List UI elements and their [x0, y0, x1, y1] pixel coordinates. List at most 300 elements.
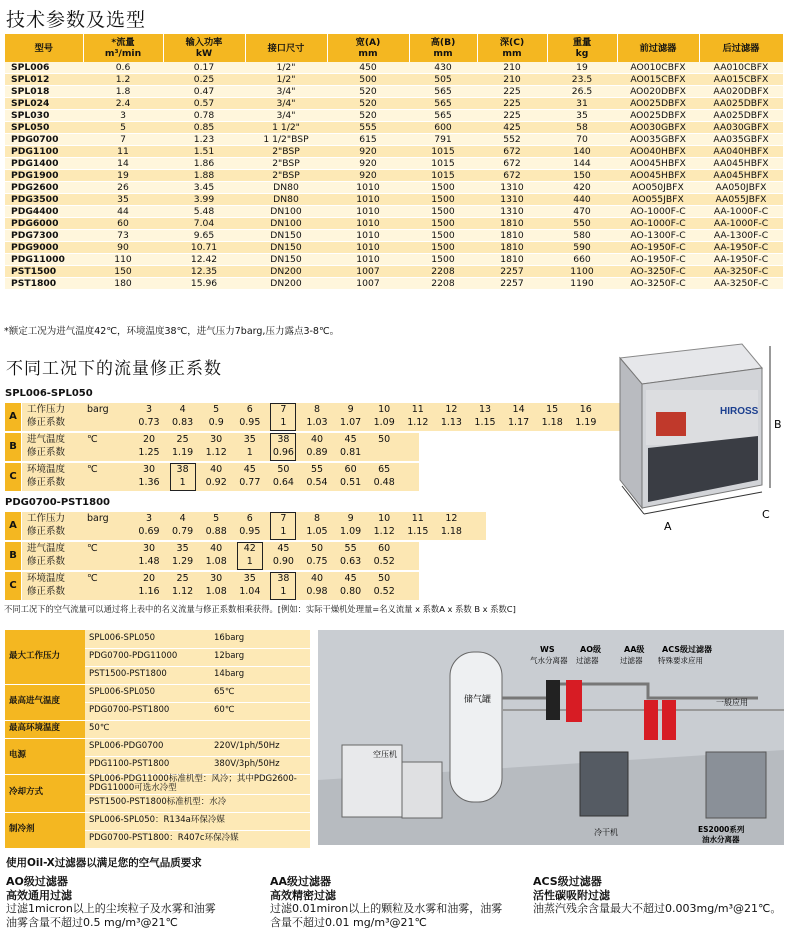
- condition-value: 60: [378, 543, 391, 554]
- condition-value: 7: [280, 404, 287, 415]
- condition-value: 3: [145, 513, 153, 524]
- correction-row-a: [5, 512, 600, 540]
- param-value: 14barg: [210, 666, 310, 684]
- factor-unit: barg: [87, 513, 109, 524]
- factor-tag: A: [5, 512, 21, 540]
- spec-cell: 590: [547, 242, 617, 254]
- dim-c: C: [762, 508, 770, 521]
- spec-cell: 920: [327, 146, 409, 158]
- model-cell: PDG9000: [5, 242, 83, 254]
- spec-cell: 1.86: [163, 158, 245, 170]
- model-cell: SPL006: [5, 62, 83, 74]
- spec-cell: 1007: [327, 278, 409, 290]
- spec-row: [5, 242, 783, 254]
- param-scope: PST1500-PST1800: [85, 666, 210, 684]
- spec-cell: AA-1000F-C: [699, 218, 783, 230]
- factor-value: 0.69: [138, 526, 160, 537]
- spec-row: [5, 74, 783, 86]
- spec-row: [5, 122, 783, 134]
- compressor-label: 空压机: [373, 750, 397, 759]
- spec-cell: AA025DBFX: [699, 98, 783, 110]
- control-panel: [656, 412, 686, 436]
- spec-cell: 0.57: [163, 98, 245, 110]
- filter-description: [270, 875, 502, 929]
- param-row: [5, 720, 310, 738]
- spec-cell: AA025DBFX: [699, 110, 783, 122]
- spec-row: [5, 206, 783, 218]
- condition-value: 40: [210, 543, 223, 554]
- spec-cell: AA050JBFX: [699, 182, 783, 194]
- filter-l1: 过滤0.01miron以上的颗粒及水雾和油雾，油雾: [270, 902, 503, 915]
- factor-unit: ℃: [87, 464, 98, 475]
- correction-row-b: [5, 542, 600, 570]
- factor-value: 0.80: [340, 586, 362, 597]
- factor-value: 1.08: [205, 556, 227, 567]
- spec-cell: 520: [327, 98, 409, 110]
- aa-filter: [644, 700, 658, 740]
- factor-value: 1.15: [407, 526, 429, 537]
- spec-cell: 19: [83, 170, 163, 182]
- spec-cell: 35: [83, 194, 163, 206]
- factor-label: 进气温度: [27, 543, 66, 554]
- spec-cell: AA-3250F-C: [699, 266, 783, 278]
- factor-label: 修正系数: [27, 447, 66, 458]
- factor-value: 0.77: [239, 477, 261, 488]
- correction-row-c: [5, 572, 600, 600]
- spec-cell: 0.25: [163, 74, 245, 86]
- factor-value: 1.12: [205, 447, 227, 458]
- condition-value: 12: [445, 404, 458, 415]
- condition-value: 38: [176, 464, 189, 475]
- spec-cell: AO-1950F-C: [617, 254, 699, 266]
- spec-header-8: 前过滤器: [617, 34, 699, 62]
- spec-cell: 0.6: [83, 62, 163, 74]
- spec-cell: DN200: [245, 278, 327, 290]
- spec-cell: AO-3250F-C: [617, 266, 699, 278]
- spec-row: [5, 110, 783, 122]
- condition-value: 6: [246, 513, 253, 524]
- spec-cell: 225: [477, 98, 547, 110]
- condition-value: 38: [277, 573, 290, 584]
- spec-cell: 520: [327, 110, 409, 122]
- spec-cell: AO010CBFX: [617, 62, 699, 74]
- spec-row: [5, 278, 783, 290]
- spec-cell: 1.51: [163, 146, 245, 158]
- svg-text:特殊要求应用: 特殊要求应用: [658, 656, 703, 665]
- param-scope: 50℃: [85, 720, 310, 738]
- spec-cell: 3: [83, 110, 163, 122]
- factor-value: 1.12: [373, 526, 395, 537]
- model-cell: PDG1900: [5, 170, 83, 182]
- param-scope: SPL006-SPL050：R134a环保冷媒: [85, 812, 310, 830]
- spec-cell: 150: [83, 266, 163, 278]
- spec-cell: 1/2": [245, 74, 327, 86]
- page-title: 技术参数及选型: [6, 9, 147, 31]
- param-key: 电源: [5, 738, 85, 774]
- factor-label: 修正系数: [27, 477, 66, 488]
- spec-cell: 1810: [477, 254, 547, 266]
- condition-value: 25: [176, 573, 189, 584]
- factor-tag: B: [5, 433, 21, 461]
- spec-cell: 580: [547, 230, 617, 242]
- param-scope: SPL006-SPL050: [85, 630, 210, 648]
- factor-label: 修正系数: [27, 526, 66, 537]
- svg-text:AO级: AO级: [580, 645, 601, 654]
- spec-cell: AO-1000F-C: [617, 206, 699, 218]
- group1-title: SPL006-SPL050: [5, 388, 93, 399]
- spec-cell: 1 1/2"BSP: [245, 134, 327, 146]
- spec-cell: 0.78: [163, 110, 245, 122]
- spec-cell: 140: [547, 146, 617, 158]
- model-cell: PDG3500: [5, 194, 83, 206]
- rated-value-box: [270, 403, 296, 431]
- spec-cell: 552: [477, 134, 547, 146]
- spec-cell: AA030GBFX: [699, 122, 783, 134]
- factor-value: 1.18: [440, 526, 462, 537]
- correction-row-c: [5, 463, 600, 491]
- spec-cell: AO025DBFX: [617, 110, 699, 122]
- factor-value: 1.18: [541, 417, 563, 428]
- spec-row: [5, 134, 783, 146]
- spec-cell: DN80: [245, 182, 327, 194]
- param-key: 最大工作压力: [5, 630, 85, 684]
- spec-cell: 0.17: [163, 62, 245, 74]
- factor-unit: barg: [87, 404, 109, 415]
- factor-value: 0.52: [373, 556, 395, 567]
- spec-cell: 672: [477, 170, 547, 182]
- spec-cell: AA055JBFX: [699, 194, 783, 206]
- spec-cell: 1500: [409, 230, 477, 242]
- model-cell: PST1500: [5, 266, 83, 278]
- svg-text:油水分离器: 油水分离器: [702, 835, 740, 844]
- param-key: 最高进气温度: [5, 684, 85, 720]
- svg-text:AA级: AA级: [624, 645, 645, 654]
- spec-cell: 2208: [409, 266, 477, 278]
- param-row: [5, 738, 310, 756]
- rated-value-box: [237, 542, 263, 570]
- condition-value: 20: [142, 434, 156, 445]
- spec-cell: AO030GBFX: [617, 122, 699, 134]
- model-cell: PDG2600: [5, 182, 83, 194]
- factor-label: 修正系数: [27, 556, 66, 567]
- param-scope: PDG0700-PST1800: [85, 702, 210, 720]
- spec-cell: AO015CBFX: [617, 74, 699, 86]
- spec-row: [5, 146, 783, 158]
- spec-cell: 225: [477, 86, 547, 98]
- condition-value: 40: [210, 464, 223, 475]
- model-cell: PDG4400: [5, 206, 83, 218]
- factor-value: 1: [280, 586, 287, 597]
- param-key: 冷却方式: [5, 774, 85, 812]
- condition-value: 30: [142, 464, 156, 475]
- param-row: [5, 684, 310, 702]
- spec-header-4: 宽(A) mm: [327, 34, 409, 62]
- spec-cell: 1010: [327, 242, 409, 254]
- spec-row: [5, 230, 783, 242]
- spec-cell: 1500: [409, 206, 477, 218]
- spec-header-7: 重量 kg: [547, 34, 617, 62]
- acs-filter: [662, 700, 676, 740]
- spec-cell: 1007: [327, 266, 409, 278]
- spec-cell: 450: [327, 62, 409, 74]
- spec-cell: DN200: [245, 266, 327, 278]
- spec-cell: 672: [477, 146, 547, 158]
- condition-value: 11: [411, 513, 424, 524]
- factor-value: 1.17: [508, 417, 530, 428]
- condition-value: 45: [277, 543, 290, 554]
- correction-title: 不同工况下的流量修正系数: [6, 359, 222, 379]
- spec-cell: 35: [547, 110, 617, 122]
- condition-value: 45: [243, 464, 256, 475]
- spec-cell: AA-1000F-C: [699, 206, 783, 218]
- spec-cell: 615: [327, 134, 409, 146]
- spec-cell: 58: [547, 122, 617, 134]
- spec-cell: 11: [83, 146, 163, 158]
- spec-cell: AA-1950F-C: [699, 242, 783, 254]
- spec-cell: 3.45: [163, 182, 245, 194]
- spec-row: [5, 86, 783, 98]
- spec-header-3: 接口尺寸: [245, 34, 327, 62]
- spec-cell: 1.23: [163, 134, 245, 146]
- factor-value: 1.12: [407, 417, 429, 428]
- spec-cell: 44: [83, 206, 163, 218]
- condition-value: 40: [310, 573, 324, 584]
- spec-cell: 26.5: [547, 86, 617, 98]
- spec-cell: 0.47: [163, 86, 245, 98]
- spec-cell: 7.04: [163, 218, 245, 230]
- condition-value: 35: [243, 573, 256, 584]
- spec-cell: 1310: [477, 194, 547, 206]
- spec-cell: 3/4": [245, 98, 327, 110]
- spec-cell: 14: [83, 158, 163, 170]
- filter-name: AO级过滤器: [6, 875, 68, 888]
- factor-value: 0.95: [239, 526, 261, 537]
- filter-l2: 油雾含量不超过0.5 mg/m³@21℃: [6, 915, 178, 929]
- factor-unit: ℃: [87, 434, 98, 445]
- spec-cell: 425: [477, 122, 547, 134]
- filter-l1: 过滤1micron以上的尘埃粒子及水雾和油雾: [6, 902, 216, 915]
- quality-title: 使用Oil-X过滤器以满足您的空气品质要求: [6, 857, 202, 869]
- spec-cell: DN100: [245, 206, 327, 218]
- correction-row-b: [5, 433, 600, 461]
- spec-cell: 9.65: [163, 230, 245, 242]
- spec-cell: 1010: [327, 254, 409, 266]
- spec-cell: 430: [409, 62, 477, 74]
- factor-value: 0.83: [172, 417, 194, 428]
- spec-cell: 210: [477, 62, 547, 74]
- condition-value: 30: [210, 573, 223, 584]
- factor-value: 0.95: [239, 417, 261, 428]
- rated-value-box: [270, 512, 296, 540]
- factor-unit: ℃: [87, 573, 98, 584]
- factor-label: 工作压力: [27, 513, 66, 524]
- param-value: 16barg: [210, 630, 310, 648]
- spec-cell: 1500: [409, 182, 477, 194]
- param-value: 12barg: [210, 648, 310, 666]
- spec-cell: AO-3250F-C: [617, 278, 699, 290]
- spec-cell: 791: [409, 134, 477, 146]
- factor-label: 工作压力: [27, 404, 66, 415]
- factor-tag: C: [5, 572, 21, 600]
- param-value: 60℃: [210, 702, 310, 720]
- model-cell: PDG7300: [5, 230, 83, 242]
- model-cell: SPL024: [5, 98, 83, 110]
- factor-value: 1.19: [172, 447, 194, 458]
- condition-value: 50: [310, 543, 324, 554]
- filter-name: ACS级过滤器: [533, 875, 602, 888]
- spec-cell: 1015: [409, 146, 477, 158]
- spec-cell: 555: [327, 122, 409, 134]
- spec-cell: 2.4: [83, 98, 163, 110]
- factor-value: 1.15: [474, 417, 496, 428]
- factor-value: 0.52: [373, 586, 395, 597]
- spec-cell: 660: [547, 254, 617, 266]
- spec-cell: 500: [327, 74, 409, 86]
- ao-filter: [566, 680, 582, 722]
- factor-value: 1.13: [440, 417, 462, 428]
- spec-cell: 90: [83, 242, 163, 254]
- spec-cell: 3/4": [245, 110, 327, 122]
- condition-value: 65: [378, 464, 391, 475]
- filter-description: [6, 875, 216, 929]
- factor-value: 0.9: [208, 417, 224, 428]
- spec-cell: 2208: [409, 278, 477, 290]
- spec-row: [5, 194, 783, 206]
- condition-value: 50: [378, 434, 391, 445]
- condition-value: 7: [280, 513, 287, 524]
- condition-value: 5: [213, 513, 220, 524]
- factor-value: 1.04: [239, 586, 261, 597]
- param-row: [5, 630, 310, 648]
- condition-value: 12: [445, 513, 458, 524]
- spec-cell: 60: [83, 218, 163, 230]
- svg-text:过滤器: 过滤器: [620, 656, 643, 665]
- spec-cell: 672: [477, 158, 547, 170]
- factor-value: 1: [246, 556, 253, 567]
- param-value: 220V/1ph/50Hz: [210, 738, 310, 756]
- condition-value: 40: [310, 434, 324, 445]
- spec-cell: 920: [327, 158, 409, 170]
- model-cell: SPL050: [5, 122, 83, 134]
- spec-cell: 1010: [327, 230, 409, 242]
- spec-cell: DN150: [245, 254, 327, 266]
- spec-cell: 0.85: [163, 122, 245, 134]
- condition-value: 35: [243, 434, 256, 445]
- param-scope: PDG1100-PST1800: [85, 756, 210, 774]
- param-row: [5, 812, 310, 830]
- param-scope: SPL006-SPL050: [85, 684, 210, 702]
- spec-cell: 1310: [477, 206, 547, 218]
- spec-cell: 1.8: [83, 86, 163, 98]
- condition-value: 3: [145, 404, 153, 415]
- ws-filter: [546, 680, 560, 720]
- condition-value: 45: [344, 573, 357, 584]
- brand-label: HIROSS: [720, 406, 759, 417]
- spec-cell: AA-1950F-C: [699, 254, 783, 266]
- condition-value: 45: [344, 434, 357, 445]
- factor-value: 0.64: [272, 477, 294, 488]
- filter-l1: 油蒸汽残余含量最大不超过0.003mg/m³@21℃。: [533, 902, 782, 915]
- condition-value: 11: [411, 404, 424, 415]
- spec-cell: 565: [409, 110, 477, 122]
- spec-cell: 1015: [409, 170, 477, 182]
- factor-label: 进气温度: [27, 434, 66, 445]
- spec-cell: AA-1300F-C: [699, 230, 783, 242]
- correction-explanation: 不同工况下的空气流量可以通过将上表中的名义流量与修正系数相乘获得。[例如：实际干燥机处理量=名义流量 x 系数A x 系数 B x 系数C]: [4, 604, 516, 614]
- model-cell: SPL030: [5, 110, 83, 122]
- spec-cell: 920: [327, 170, 409, 182]
- factor-value: 0.88: [205, 526, 227, 537]
- param-scope: PST1500-PST1800标准机型：水冷: [85, 794, 310, 812]
- condition-value: 16: [579, 404, 592, 415]
- spec-row: [5, 158, 783, 170]
- spec-cell: AO-1000F-C: [617, 218, 699, 230]
- spec-cell: 3.99: [163, 194, 245, 206]
- spec-cell: 110: [83, 254, 163, 266]
- spec-cell: AA045HBFX: [699, 158, 783, 170]
- factor-label: 修正系数: [27, 586, 66, 597]
- spec-cell: 1500: [409, 242, 477, 254]
- factor-value: 0.73: [138, 417, 160, 428]
- factor-label: 修正系数: [27, 417, 66, 428]
- factor-value: 1.25: [138, 447, 160, 458]
- correction-row-a: [5, 403, 600, 431]
- condition-value: 38: [277, 434, 290, 445]
- spec-cell: DN100: [245, 218, 327, 230]
- factor-value: 0.98: [306, 586, 328, 597]
- spec-header-0: 型号: [5, 34, 83, 62]
- factor-value: 1.16: [138, 586, 160, 597]
- condition-value: 14: [512, 404, 525, 415]
- model-cell: PDG1400: [5, 158, 83, 170]
- factor-tag: B: [5, 542, 21, 570]
- spec-cell: 70: [547, 134, 617, 146]
- factor-value: 0.89: [306, 447, 328, 458]
- spec-cell: 225: [477, 110, 547, 122]
- spec-cell: 1/2": [245, 62, 327, 74]
- model-cell: PDG1100: [5, 146, 83, 158]
- factor-value: 1.09: [373, 417, 395, 428]
- svg-text:气水分离器: 气水分离器: [530, 656, 568, 665]
- spec-cell: 420: [547, 182, 617, 194]
- spec-cell: AA040HBFX: [699, 146, 783, 158]
- spec-cell: 1010: [327, 206, 409, 218]
- factor-value: 1: [280, 526, 287, 537]
- param-scope: SPL006-PDG0700: [85, 738, 210, 756]
- spec-cell: 565: [409, 98, 477, 110]
- filter-description: [533, 875, 781, 916]
- param-scope: PDG0700-PST1800：R407c环保冷媒: [85, 830, 310, 848]
- spec-cell: 7: [83, 134, 163, 146]
- spec-cell: 470: [547, 206, 617, 218]
- spec-cell: 550: [547, 218, 617, 230]
- condition-value: 10: [378, 404, 391, 415]
- spec-cell: AO050JBFX: [617, 182, 699, 194]
- group2-title: PDG0700-PST1800: [5, 497, 111, 508]
- spec-cell: AO-1300F-C: [617, 230, 699, 242]
- condition-value: 8: [313, 404, 321, 415]
- spec-cell: AO045HBFX: [617, 158, 699, 170]
- spec-header-9: 后过滤器: [699, 34, 783, 62]
- spec-row: [5, 170, 783, 182]
- spec-cell: AO045HBFX: [617, 170, 699, 182]
- factor-value: 0.75: [306, 556, 328, 567]
- spec-cell: 1810: [477, 230, 547, 242]
- spec-cell: 12.42: [163, 254, 245, 266]
- parameter-table: [5, 630, 310, 849]
- factor-value: 1.07: [340, 417, 362, 428]
- spec-cell: 180: [83, 278, 163, 290]
